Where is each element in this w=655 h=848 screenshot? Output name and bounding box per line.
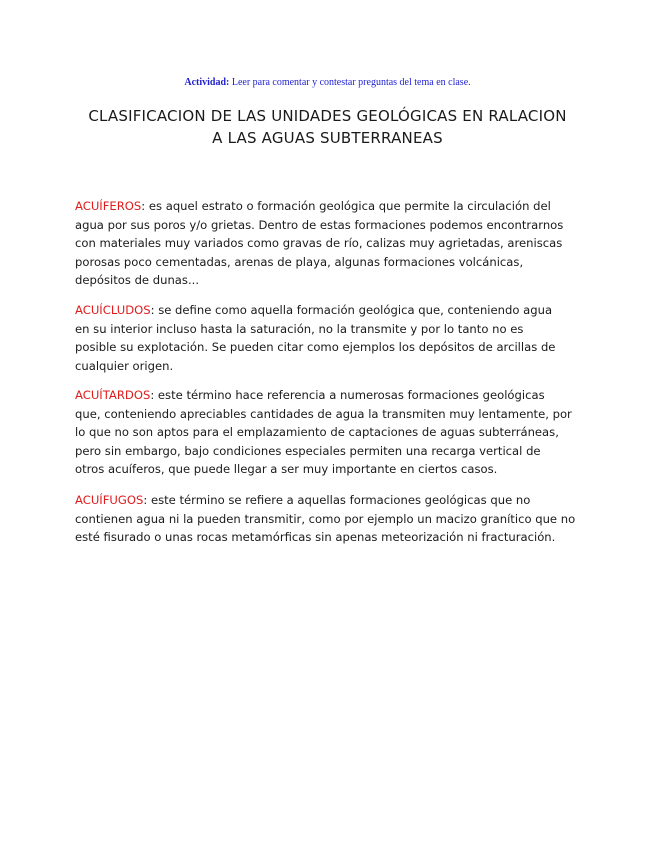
section-line xyxy=(75,491,583,510)
section-line: que, conteniendo apreciables cantidades de agua la transmiten muy lentamente, por xyxy=(75,406,572,421)
activity-instruction xyxy=(0,77,655,88)
activity-label: Actividad: xyxy=(184,77,230,88)
section-line: pero sin embargo, bajo condiciones especiales permiten una recarga vertical de xyxy=(75,443,541,458)
section-line: esté fisurado o unas rocas metamórficas sin apenas meteorización ni fracturación. xyxy=(75,530,556,545)
section-line: posible su explotación. Se pueden citar como ejemplos los depósitos de arcillas de xyxy=(75,340,556,355)
term-acuitardos: ACUÍTARDOS xyxy=(75,388,151,402)
term-acuicludos: ACUÍCLUDOS xyxy=(75,303,151,317)
section-line: agua por sus poros y/o grietas. Dentro de estas formaciones podemos encontrarnos xyxy=(75,217,564,232)
definition-text: : se define como aquella formación geológica que, conteniendo agua xyxy=(150,303,553,317)
section-acuitardos xyxy=(75,386,583,479)
section-line xyxy=(75,386,583,405)
definition-text: : este término hace referencia a numerosas formaciones geológicas xyxy=(150,388,545,402)
section-line: cualquier origen. xyxy=(75,358,174,373)
section-line: depósitos de dunas... xyxy=(75,273,200,288)
section-acuiferos xyxy=(75,197,583,290)
definition-text: : es aquel estrato o formación geológica que permite la circulación del xyxy=(141,199,551,213)
section-line: con materiales muy variados como gravas de río, calizas muy agrietadas, areniscas xyxy=(75,236,563,251)
document-title xyxy=(0,105,655,149)
activity-text: Leer para comentar y contestar preguntas del tema en clase. xyxy=(229,77,471,88)
title-line-2: A LAS AGUAS SUBTERRANEAS xyxy=(212,129,443,147)
section-acuicludos xyxy=(75,301,583,375)
term-acuifugos: ACUÍFUGOS xyxy=(75,493,144,507)
term-acuiferos: ACUÍFEROS xyxy=(75,199,142,213)
section-line: en su interior incluso hasta la saturación, no la transmite y por lo tanto no es xyxy=(75,321,524,336)
section-line: lo que no son aptos para el emplazamiento de captaciones de aguas subterráneas, xyxy=(75,425,559,440)
section-line xyxy=(75,197,583,216)
section-line: otros acuíferos, que puede llegar a ser muy importante en ciertos casos. xyxy=(75,462,498,477)
section-line: contienen agua ni la pueden transmitir, como por ejemplo un macizo granítico que no xyxy=(75,511,576,526)
definition-text: : este término se refiere a aquellas formaciones geológicas que no xyxy=(143,493,531,507)
section-line xyxy=(75,301,583,320)
section-acuifugos xyxy=(75,491,583,547)
title-line-1: CLASIFICACION DE LAS UNIDADES GEOLÓGICAS EN RALACION xyxy=(88,107,567,125)
section-line: porosas poco cementadas, arenas de playa, algunas formaciones volcánicas, xyxy=(75,254,524,269)
